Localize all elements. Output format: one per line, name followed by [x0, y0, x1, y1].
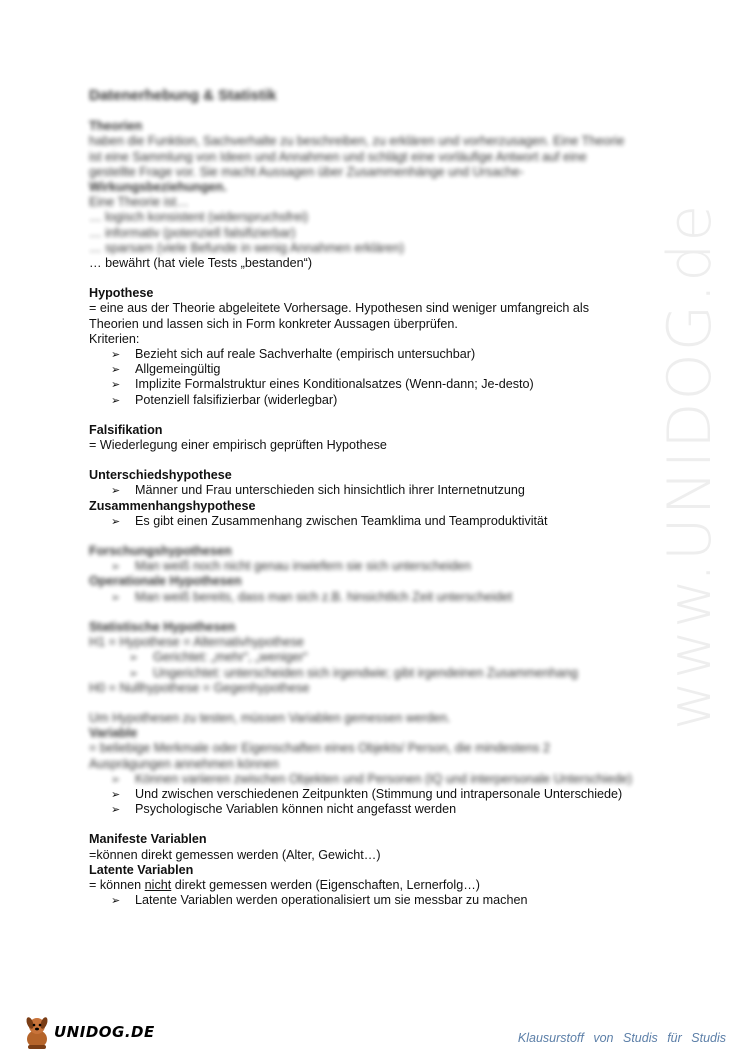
falsifikation-text: = Wiederlegung einer empirisch geprüften Hypothese: [89, 438, 387, 453]
statistisch-h1-list: [89, 650, 664, 680]
watermark: www.UNIDOG.de: [655, 202, 725, 730]
theorien-intro: Eine Theorie ist…: [89, 195, 189, 210]
hypothese-heading: Hypothese: [89, 286, 154, 301]
dog-icon: [22, 1013, 52, 1051]
latent-text: [89, 878, 664, 893]
statistisch-h0: H0 = Nullhypothese = Gegenhypothese: [89, 680, 310, 695]
unterschied-heading: Unterschiedshypothese: [89, 468, 232, 483]
manifest-text: =können direkt gemessen werden (Alter, Gewicht…): [89, 847, 381, 862]
falsifikation-heading: Falsifikation: [89, 422, 163, 437]
list-item: ➢ Man weiß noch nicht genau inwiefern sie sich unterscheiden: [111, 559, 664, 574]
latent-list: [89, 893, 664, 908]
document-content: [89, 88, 664, 908]
list-item: ➢ Allgemeingültig: [111, 362, 664, 377]
variable-line-1: = beliebige Merkmale oder Eigenschaften eines Objekts/ Person, die mindestens 2: [89, 741, 550, 756]
list-item: ➢ Ungerichtet: unterscheiden sich irgendwie; gibt irgendeinen Zusammenhang: [129, 666, 664, 681]
variable-line-2: Ausprägungen annehmen können: [89, 756, 279, 771]
unidog-logo: [22, 1012, 155, 1052]
forschung-heading: Forschungshypothesen: [89, 544, 232, 559]
blurred-middle-section: [89, 529, 664, 787]
variable-heading: Variable: [89, 726, 138, 741]
hypothese-line-2: Theorien und lassen sich in Form konkreter Aussagen überprüfen.: [89, 316, 458, 331]
unterschied-list: [89, 483, 664, 498]
operational-list: [89, 590, 664, 605]
theorien-line-1: haben die Funktion, Sachverhalte zu beschreiben, zu erklären und vorherzusagen. Eine Theorie: [89, 134, 625, 149]
theorien-heading: Theorien: [89, 119, 143, 134]
list-item: ➢ Es gibt einen Zusammenhang zwischen Teamklima und Teamproduktivität: [111, 514, 664, 529]
latent-text-underlined: nicht: [144, 877, 172, 892]
theorien-item-4: … bewährt (hat viele Tests „bestanden“): [89, 256, 313, 271]
footer-tagline: Klausurstoff von Studis für Studis: [517, 1031, 726, 1045]
zusammenhang-heading: Zusammenhangshypothese: [89, 498, 256, 513]
theorien-line-4: Wirkungsbeziehungen.: [89, 180, 227, 195]
variable-list-blurred: [89, 772, 664, 787]
latent-heading: Latente Variablen: [89, 862, 194, 877]
list-item: ➢ Implizite Formalstruktur eines Konditionalsatzes (Wenn-dann; Je-desto): [111, 377, 664, 392]
manifest-heading: Manifeste Variablen: [89, 832, 207, 847]
list-item: ➢ Und zwischen verschiedenen Zeitpunkten (Stimmung und intrapersonale Unterschiede): [111, 787, 664, 802]
blurred-top-section: [89, 88, 664, 256]
statistisch-h1: H1 = Hypothese = Alternativhypothese: [89, 635, 304, 650]
list-item: ➢ Männer und Frau unterschieden sich hinsichtlich ihrer Internetnutzung: [111, 483, 664, 498]
zusammenhang-list: [89, 514, 664, 529]
list-item: ➢ Psychologische Variablen können nicht angefasst werden: [111, 802, 664, 817]
list-item: ➢ Bezieht sich auf reale Sachverhalte (empirisch untersuchbar): [111, 347, 664, 362]
logo-text: UNIDOG.DE: [54, 1023, 155, 1041]
operational-heading: Operationale Hypothesen: [89, 574, 242, 589]
variable-intro: Um Hypothesen zu testen, müssen Variablen gemessen werden.: [89, 710, 451, 725]
list-item: ➢ Können variieren zwischen Objekten und Personen (IQ und interpersonale Unterschiede): [111, 772, 664, 787]
theorien-line-2: ist eine Sammlung von Ideen und Annahmen und schlägt eine vorläufige Antwort auf eine: [89, 149, 587, 164]
hypothese-kriterien: Kriterien:: [89, 331, 140, 346]
forschung-list: [89, 559, 664, 574]
theorien-line-3: gestellte Frage vor. Sie macht Aussagen über Zusammenhänge und Ursache-: [89, 164, 524, 179]
hypothese-criteria-list: [89, 347, 664, 408]
list-item: ➢ Latente Variablen werden operationalisiert um sie messbar zu machen: [111, 893, 664, 908]
latent-text-after: direkt gemessen werden (Eigenschaften, Lernerfolg…): [171, 877, 480, 892]
theorien-item-2: … informativ (potenziell falsifizierbar): [89, 225, 296, 240]
statistisch-heading: Statistische Hypothesen: [89, 619, 236, 634]
theorien-item-1: … logisch konsistent (widerspruchsfrei): [89, 210, 309, 225]
theorien-item-3: … sparsam (viele Befunde in wenig Annahmen erklären): [89, 240, 405, 255]
list-item: ➢ Man weiß bereits, dass man sich z.B. hinsichtlich Zeit unterscheidet: [111, 590, 664, 605]
variable-list: [89, 787, 664, 817]
list-item: ➢ Gerichtet: „mehr“, „weniger“: [129, 650, 664, 665]
list-item: ➢ Potenziell falsifizierbar (widerlegbar): [111, 393, 664, 408]
latent-text-before: = können: [89, 877, 145, 892]
page-title: Datenerhebung & Statistik: [89, 87, 277, 104]
hypothese-line-1: = eine aus der Theorie abgeleitete Vorhersage. Hypothesen sind weniger umfangreich als: [89, 301, 589, 316]
